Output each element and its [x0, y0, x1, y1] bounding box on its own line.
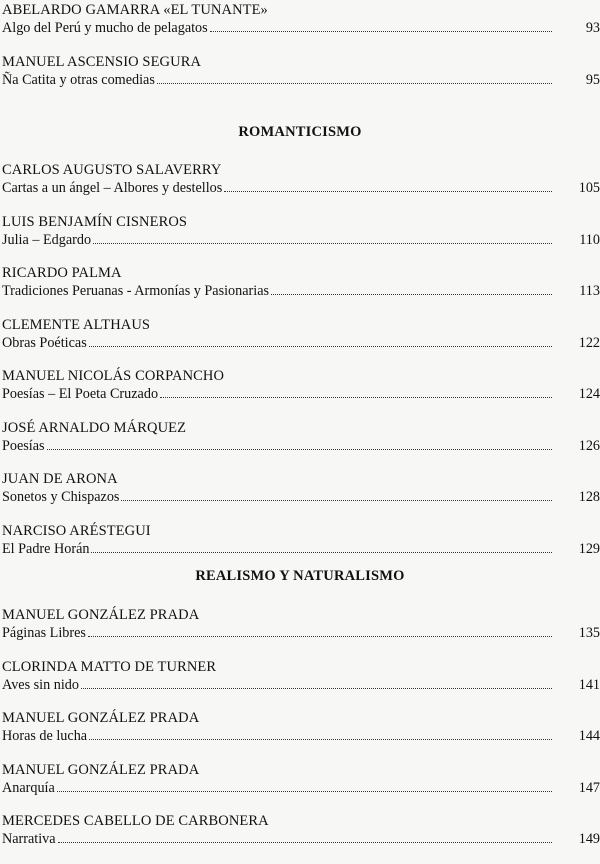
toc-entry — [0, 419, 600, 455]
work-line — [2, 334, 600, 352]
work-line — [2, 624, 600, 642]
page-number: 129 — [578, 540, 600, 557]
author-name: CLORINDA MATTO DE TURNER — [2, 658, 217, 675]
toc-entry — [0, 812, 600, 848]
dot-leader — [58, 842, 552, 843]
work-line — [2, 385, 600, 403]
author-name: JUAN DE ARONA — [2, 471, 118, 487]
toc-section-romanticismo — [0, 161, 600, 573]
work-title: Tradiciones Peruanas - Armonías y Pasionarias — [2, 283, 270, 299]
toc-entry — [0, 53, 600, 89]
toc-entry — [0, 709, 600, 745]
toc-section-untitled — [0, 1, 600, 104]
work-line — [2, 179, 600, 197]
author-name: NARCISO ARÉSTEGUI — [2, 522, 151, 539]
toc-entry — [0, 316, 600, 352]
page-number: 149 — [578, 831, 600, 847]
page-number: 105 — [578, 180, 600, 196]
work-title: Poesías — [2, 437, 45, 454]
toc-entry — [0, 264, 600, 300]
dot-leader — [88, 636, 552, 637]
author-name: MANUEL GONZÁLEZ PRADA — [2, 710, 200, 726]
dot-leader — [157, 83, 552, 84]
dot-leader — [210, 31, 552, 32]
dot-leader — [271, 294, 552, 295]
dot-leader — [89, 739, 552, 740]
section-heading-romanticismo: ROMANTICISMO — [238, 124, 362, 140]
work-line — [2, 71, 600, 89]
page-number: 144 — [578, 728, 600, 744]
work-line — [2, 676, 600, 694]
dot-leader — [47, 449, 552, 450]
page-number: 122 — [578, 334, 600, 351]
toc-section-realismo-naturalismo — [0, 606, 600, 864]
toc-entry — [0, 161, 600, 197]
dot-leader — [89, 346, 552, 347]
author-name: MANUEL GONZÁLEZ PRADA — [2, 761, 200, 778]
work-title: Obras Poéticas — [2, 334, 87, 351]
page-number: 147 — [578, 779, 600, 796]
work-title: Ña Catita y otras comedias — [2, 71, 155, 88]
dot-leader — [160, 397, 552, 398]
work-line — [2, 779, 600, 797]
work-title: Anarquía — [2, 779, 55, 796]
section-heading-realismo-naturalismo: REALISMO Y NATURALISMO — [195, 568, 405, 584]
work-title: Algo del Perú y mucho de pelagatos — [2, 20, 208, 36]
toc-entry — [0, 1, 600, 37]
work-title: Páginas Libres — [2, 625, 86, 641]
work-title: El Padre Horán — [2, 540, 90, 557]
work-title: Horas de lucha — [2, 728, 88, 744]
toc-entry — [0, 658, 600, 694]
page-number: 110 — [579, 231, 600, 248]
page-number: 95 — [585, 71, 600, 88]
work-title: Cartas a un ángel – Albores y destellos — [2, 180, 223, 196]
work-title: Aves sin nido — [2, 676, 79, 693]
page-number: 93 — [585, 20, 600, 36]
work-line — [2, 488, 600, 506]
work-title: Narrativa — [2, 831, 56, 847]
toc-entry — [0, 213, 600, 249]
work-line — [2, 19, 600, 37]
dot-leader — [91, 552, 552, 553]
author-name: MANUEL NICOLÁS CORPANCHO — [2, 368, 225, 384]
work-line — [2, 830, 600, 848]
work-title: Sonetos y Chispazos — [2, 489, 120, 505]
dot-leader — [57, 791, 552, 792]
author-name: MANUEL GONZÁLEZ PRADA — [2, 607, 200, 623]
toc-entry — [0, 522, 600, 558]
toc-entry — [0, 761, 600, 797]
work-line — [2, 231, 600, 249]
page-number: 135 — [578, 625, 600, 641]
work-title: Julia – Edgardo — [2, 231, 92, 248]
dot-leader — [224, 191, 552, 192]
toc-entry — [0, 367, 600, 403]
page-number: 141 — [578, 676, 600, 693]
work-line — [2, 282, 600, 300]
work-line — [2, 540, 600, 558]
toc-entry — [0, 606, 600, 642]
author-name: JOSÉ ARNALDO MÁRQUEZ — [2, 419, 187, 436]
page-number: 113 — [579, 283, 600, 299]
author-name: MERCEDES CABELLO DE CARBONERA — [2, 813, 269, 829]
author-name: MANUEL ASCENSIO SEGURA — [2, 53, 202, 70]
dot-leader — [121, 500, 552, 501]
dot-leader — [93, 243, 552, 244]
page-number: 128 — [578, 489, 600, 505]
page-number: 124 — [578, 386, 600, 402]
toc-entry — [0, 470, 600, 506]
author-name: RICARDO PALMA — [2, 265, 122, 281]
author-name: ABELARDO GAMARRA «EL TUNANTE» — [2, 2, 268, 18]
author-name: CARLOS AUGUSTO SALAVERRY — [2, 162, 222, 178]
dot-leader — [81, 688, 552, 689]
work-title: Poesías – El Poeta Cruzado — [2, 386, 159, 402]
work-line — [2, 727, 600, 745]
author-name: LUIS BENJAMÍN CISNEROS — [2, 213, 188, 230]
work-line — [2, 437, 600, 455]
page-number: 126 — [578, 437, 600, 454]
author-name: CLEMENTE ALTHAUS — [2, 316, 151, 333]
